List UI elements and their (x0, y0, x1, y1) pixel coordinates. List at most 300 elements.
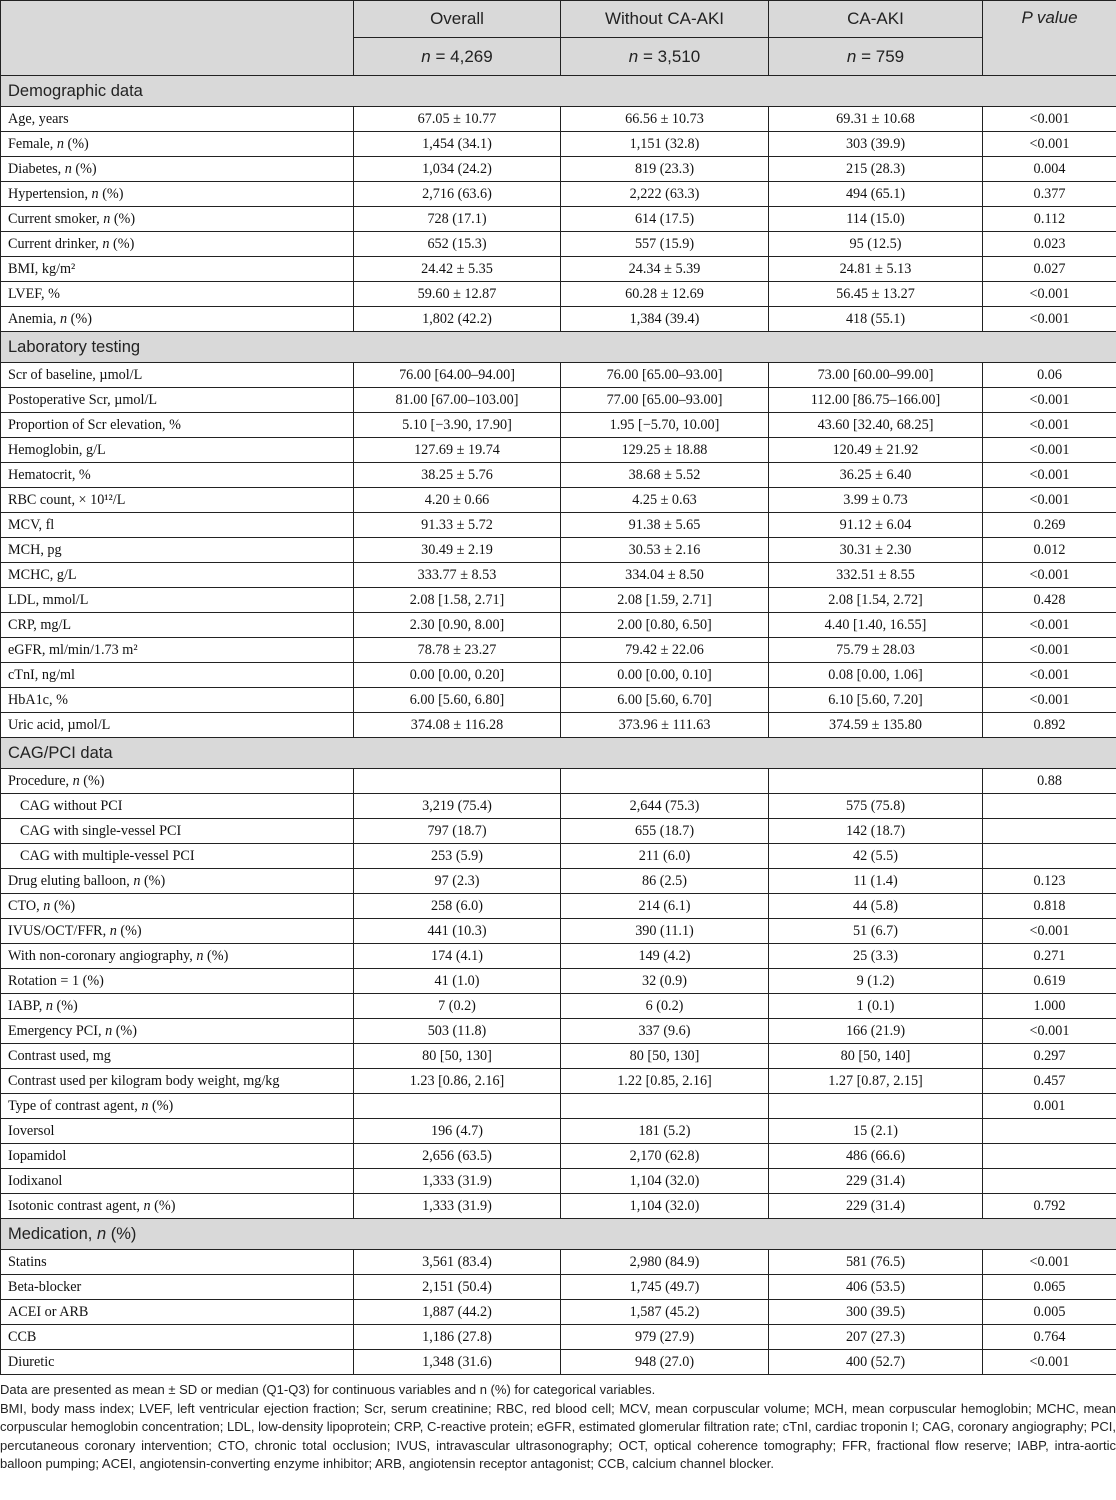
cell-without-caaki: 979 (27.9) (561, 1325, 769, 1350)
row-label: ACEI or ARB (1, 1300, 354, 1325)
cell-overall: 0.00 [0.00, 0.20] (354, 663, 561, 688)
row-label: CAG with single-vessel PCI (1, 819, 354, 844)
table-row (1, 1019, 1116, 1044)
cell-caaki: 73.00 [60.00–99.00] (769, 363, 983, 388)
cell-overall: 2.08 [1.58, 2.71] (354, 588, 561, 613)
table-row (1, 513, 1116, 538)
row-label: CAG without PCI (1, 794, 354, 819)
table-row (1, 1325, 1116, 1350)
table-row (1, 1094, 1116, 1119)
cell-caaki: 80 [50, 140] (769, 1044, 983, 1069)
cell-pvalue: 1.000 (983, 994, 1116, 1019)
cell-overall: 7 (0.2) (354, 994, 561, 1019)
cell-pvalue: <0.001 (983, 919, 1116, 944)
cell-pvalue: 0.428 (983, 588, 1116, 613)
cell-pvalue: 0.88 (983, 769, 1116, 794)
table-row (1, 413, 1116, 438)
row-label: Type of contrast agent, n (%) (1, 1094, 354, 1119)
row-label: IVUS/OCT/FFR, n (%) (1, 919, 354, 944)
row-label: Scr of baseline, µmol/L (1, 363, 354, 388)
table-row (1, 1275, 1116, 1300)
cell-without-caaki: 1,745 (49.7) (561, 1275, 769, 1300)
table-row (1, 438, 1116, 463)
row-label: Rotation = 1 (%) (1, 969, 354, 994)
cell-caaki: 581 (76.5) (769, 1250, 983, 1275)
cell-without-caaki: 66.56 ± 10.73 (561, 107, 769, 132)
cell-without-caaki: 32 (0.9) (561, 969, 769, 994)
table-row (1, 688, 1116, 713)
cell-without-caaki: 38.68 ± 5.52 (561, 463, 769, 488)
cell-overall: 76.00 [64.00–94.00] (354, 363, 561, 388)
cell-pvalue (983, 819, 1116, 844)
cell-pvalue: <0.001 (983, 307, 1116, 332)
cell-without-caaki: 2,980 (84.9) (561, 1250, 769, 1275)
table-row (1, 994, 1116, 1019)
cell-overall: 196 (4.7) (354, 1119, 561, 1144)
table-row (1, 944, 1116, 969)
cell-caaki: 9 (1.2) (769, 969, 983, 994)
cell-caaki: 114 (15.0) (769, 207, 983, 232)
cell-without-caaki: 80 [50, 130] (561, 1044, 769, 1069)
cell-caaki: 69.31 ± 10.68 (769, 107, 983, 132)
cell-pvalue: <0.001 (983, 282, 1116, 307)
cell-caaki: 30.31 ± 2.30 (769, 538, 983, 563)
row-label: With non-coronary angiography, n (%) (1, 944, 354, 969)
header-pvalue (983, 1, 1116, 76)
table-row (1, 1194, 1116, 1219)
cell-pvalue (983, 844, 1116, 869)
cell-caaki: 3.99 ± 0.73 (769, 488, 983, 513)
cell-pvalue: <0.001 (983, 638, 1116, 663)
table-body (1, 76, 1116, 1375)
cell-without-caaki: 79.42 ± 22.06 (561, 638, 769, 663)
cell-without-caaki: 614 (17.5) (561, 207, 769, 232)
cell-caaki: 95 (12.5) (769, 232, 983, 257)
cell-overall: 3,219 (75.4) (354, 794, 561, 819)
table-footnotes (0, 1381, 1116, 1474)
cell-pvalue: <0.001 (983, 563, 1116, 588)
cell-overall: 30.49 ± 2.19 (354, 538, 561, 563)
table-row (1, 713, 1116, 738)
cell-caaki: 4.40 [1.40, 16.55] (769, 613, 983, 638)
cell-pvalue: <0.001 (983, 388, 1116, 413)
section-title: Demographic data (1, 76, 1116, 107)
cell-without-caaki: 1,104 (32.0) (561, 1194, 769, 1219)
table-row (1, 107, 1116, 132)
row-label: LVEF, % (1, 282, 354, 307)
table-row (1, 232, 1116, 257)
cell-without-caaki: 334.04 ± 8.50 (561, 563, 769, 588)
cell-overall: 5.10 [−3.90, 17.90] (354, 413, 561, 438)
count-without: = 3,510 (643, 46, 701, 66)
cell-pvalue: 0.377 (983, 182, 1116, 207)
row-label: Current smoker, n (%) (1, 207, 354, 232)
cell-overall: 1,348 (31.6) (354, 1350, 561, 1375)
cell-without-caaki: 181 (5.2) (561, 1119, 769, 1144)
cell-overall (354, 769, 561, 794)
cell-caaki: 36.25 ± 6.40 (769, 463, 983, 488)
cell-pvalue: 0.764 (983, 1325, 1116, 1350)
row-label: CAG with multiple-vessel PCI (1, 844, 354, 869)
cell-without-caaki: 77.00 [65.00–93.00] (561, 388, 769, 413)
cell-pvalue: 0.023 (983, 232, 1116, 257)
header-blank-cell (1, 1, 354, 76)
cell-overall: 24.42 ± 5.35 (354, 257, 561, 282)
cell-overall: 2,656 (63.5) (354, 1144, 561, 1169)
cell-caaki: 6.10 [5.60, 7.20] (769, 688, 983, 713)
cell-without-caaki: 86 (2.5) (561, 869, 769, 894)
cell-without-caaki: 948 (27.0) (561, 1350, 769, 1375)
row-label: Beta-blocker (1, 1275, 354, 1300)
row-label: Emergency PCI, n (%) (1, 1019, 354, 1044)
table-row (1, 307, 1116, 332)
cell-overall: 2,151 (50.4) (354, 1275, 561, 1300)
table-row (1, 1169, 1116, 1194)
row-label: Contrast used per kilogram body weight, mg/kg (1, 1069, 354, 1094)
cell-pvalue: <0.001 (983, 688, 1116, 713)
cell-caaki: 24.81 ± 5.13 (769, 257, 983, 282)
cell-caaki: 112.00 [86.75–166.00] (769, 388, 983, 413)
section-title: CAG/PCI data (1, 738, 1116, 769)
cell-caaki: 120.49 ± 21.92 (769, 438, 983, 463)
cell-pvalue: 0.271 (983, 944, 1116, 969)
row-label: Female, n (%) (1, 132, 354, 157)
cell-without-caaki: 6 (0.2) (561, 994, 769, 1019)
cell-without-caaki: 819 (23.3) (561, 157, 769, 182)
cell-overall (354, 1094, 561, 1119)
cell-caaki: 11 (1.4) (769, 869, 983, 894)
cell-caaki: 400 (52.7) (769, 1350, 983, 1375)
cell-overall: 41 (1.0) (354, 969, 561, 994)
header-without-caaki: Without CA-AKI (561, 1, 769, 38)
cell-overall: 174 (4.1) (354, 944, 561, 969)
cell-caaki: 1.27 [0.87, 2.15] (769, 1069, 983, 1094)
table-row (1, 1044, 1116, 1069)
cell-without-caaki: 211 (6.0) (561, 844, 769, 869)
cell-overall: 2,716 (63.6) (354, 182, 561, 207)
row-label: MCV, fl (1, 513, 354, 538)
cell-pvalue: 0.457 (983, 1069, 1116, 1094)
cell-overall: 2.30 [0.90, 8.00] (354, 613, 561, 638)
table-row (1, 588, 1116, 613)
footnote-data-presentation: Data are presented as mean ± SD or median (Q1-Q3) for continuous variables and n (%) for categorical variables. (0, 1382, 656, 1397)
table-row (1, 1300, 1116, 1325)
cell-pvalue: <0.001 (983, 663, 1116, 688)
table-row (1, 157, 1116, 182)
cell-caaki: 300 (39.5) (769, 1300, 983, 1325)
cell-caaki: 494 (65.1) (769, 182, 983, 207)
cell-without-caaki: 76.00 [65.00–93.00] (561, 363, 769, 388)
cell-caaki: 303 (39.9) (769, 132, 983, 157)
table-row (1, 363, 1116, 388)
cell-pvalue: <0.001 (983, 132, 1116, 157)
cell-pvalue: <0.001 (983, 463, 1116, 488)
cell-without-caaki: 6.00 [5.60, 6.70] (561, 688, 769, 713)
cell-pvalue (983, 1144, 1116, 1169)
cell-overall: 78.78 ± 23.27 (354, 638, 561, 663)
cell-overall: 127.69 ± 19.74 (354, 438, 561, 463)
row-label: Iodixanol (1, 1169, 354, 1194)
cell-caaki: 207 (27.3) (769, 1325, 983, 1350)
cell-overall: 258 (6.0) (354, 894, 561, 919)
table-row (1, 1069, 1116, 1094)
cell-overall: 503 (11.8) (354, 1019, 561, 1044)
cell-overall: 441 (10.3) (354, 919, 561, 944)
cell-without-caaki: 30.53 ± 2.16 (561, 538, 769, 563)
row-label: Postoperative Scr, µmol/L (1, 388, 354, 413)
row-label: Diabetes, n (%) (1, 157, 354, 182)
table-row (1, 132, 1116, 157)
row-label: HbA1c, % (1, 688, 354, 713)
row-label: RBC count, × 10¹²/L (1, 488, 354, 513)
cell-caaki: 418 (55.1) (769, 307, 983, 332)
row-label: cTnI, ng/ml (1, 663, 354, 688)
cell-without-caaki: 373.96 ± 111.63 (561, 713, 769, 738)
cell-caaki: 229 (31.4) (769, 1194, 983, 1219)
cell-caaki: 51 (6.7) (769, 919, 983, 944)
cell-caaki: 75.79 ± 28.03 (769, 638, 983, 663)
row-label: Hematocrit, % (1, 463, 354, 488)
cell-pvalue: <0.001 (983, 413, 1116, 438)
header-count-overall: n = 4,269 (354, 38, 561, 76)
cell-overall: 91.33 ± 5.72 (354, 513, 561, 538)
cell-pvalue: <0.001 (983, 488, 1116, 513)
cell-without-caaki: 655 (18.7) (561, 819, 769, 844)
cell-caaki: 486 (66.6) (769, 1144, 983, 1169)
row-label: Contrast used, mg (1, 1044, 354, 1069)
cell-pvalue: 0.001 (983, 1094, 1116, 1119)
header-caaki: CA-AKI (769, 1, 983, 38)
cell-pvalue: 0.818 (983, 894, 1116, 919)
cell-without-caaki: 2.08 [1.59, 2.71] (561, 588, 769, 613)
cell-overall: 797 (18.7) (354, 819, 561, 844)
cell-caaki: 43.60 [32.40, 68.25] (769, 413, 983, 438)
row-label: Uric acid, µmol/L (1, 713, 354, 738)
row-label: IABP, n (%) (1, 994, 354, 1019)
table-row (1, 869, 1116, 894)
cell-without-caaki: 337 (9.6) (561, 1019, 769, 1044)
cell-overall: 1,333 (31.9) (354, 1194, 561, 1219)
cell-overall: 1,034 (24.2) (354, 157, 561, 182)
table-row (1, 894, 1116, 919)
cell-caaki: 0.08 [0.00, 1.06] (769, 663, 983, 688)
cell-overall: 1,887 (44.2) (354, 1300, 561, 1325)
cell-overall: 728 (17.1) (354, 207, 561, 232)
cell-pvalue: <0.001 (983, 613, 1116, 638)
table-row (1, 463, 1116, 488)
cell-without-caaki: 390 (11.1) (561, 919, 769, 944)
row-label: Proportion of Scr elevation, % (1, 413, 354, 438)
header-count-caaki: n = 759 (769, 38, 983, 76)
cell-without-caaki: 1.95 [−5.70, 10.00] (561, 413, 769, 438)
cell-caaki: 15 (2.1) (769, 1119, 983, 1144)
row-label: Current drinker, n (%) (1, 232, 354, 257)
cell-pvalue: 0.892 (983, 713, 1116, 738)
row-label: MCH, pg (1, 538, 354, 563)
table-row (1, 388, 1116, 413)
cell-pvalue: 0.112 (983, 207, 1116, 232)
table-row (1, 844, 1116, 869)
cell-overall: 1,186 (27.8) (354, 1325, 561, 1350)
cell-overall: 59.60 ± 12.87 (354, 282, 561, 307)
table-row (1, 488, 1116, 513)
table-row (1, 207, 1116, 232)
section-header-row (1, 76, 1116, 107)
row-label: Statins (1, 1250, 354, 1275)
table-row (1, 182, 1116, 207)
cell-pvalue (983, 1169, 1116, 1194)
cell-pvalue: 0.792 (983, 1194, 1116, 1219)
count-caaki: = 759 (861, 46, 905, 66)
row-label: Iopamidol (1, 1144, 354, 1169)
cell-pvalue: 0.005 (983, 1300, 1116, 1325)
table-row (1, 1119, 1116, 1144)
cell-without-caaki: 1,587 (45.2) (561, 1300, 769, 1325)
table-row (1, 1250, 1116, 1275)
cell-overall: 6.00 [5.60, 6.80] (354, 688, 561, 713)
row-label: LDL, mmol/L (1, 588, 354, 613)
section-header-row (1, 332, 1116, 363)
cell-without-caaki: 2,170 (62.8) (561, 1144, 769, 1169)
cell-without-caaki: 60.28 ± 12.69 (561, 282, 769, 307)
cell-without-caaki: 4.25 ± 0.63 (561, 488, 769, 513)
cell-overall: 1.23 [0.86, 2.16] (354, 1069, 561, 1094)
cell-caaki: 25 (3.3) (769, 944, 983, 969)
cell-without-caaki (561, 769, 769, 794)
row-label: MCHC, g/L (1, 563, 354, 588)
table-row (1, 1144, 1116, 1169)
cell-pvalue: <0.001 (983, 1250, 1116, 1275)
table-row (1, 794, 1116, 819)
cell-caaki: 332.51 ± 8.55 (769, 563, 983, 588)
cell-without-caaki: 0.00 [0.00, 0.10] (561, 663, 769, 688)
cell-overall: 97 (2.3) (354, 869, 561, 894)
row-label: CCB (1, 1325, 354, 1350)
row-label: BMI, kg/m² (1, 257, 354, 282)
cell-without-caaki: 149 (4.2) (561, 944, 769, 969)
cell-caaki: 91.12 ± 6.04 (769, 513, 983, 538)
cell-caaki: 406 (53.5) (769, 1275, 983, 1300)
cell-pvalue: 0.269 (983, 513, 1116, 538)
section-title: Medication, n (%) (1, 1219, 1116, 1250)
count-overall: = 4,269 (435, 46, 493, 66)
table-row (1, 538, 1116, 563)
cell-caaki: 215 (28.3) (769, 157, 983, 182)
cell-pvalue: 0.027 (983, 257, 1116, 282)
table-row (1, 769, 1116, 794)
cell-overall: 374.08 ± 116.28 (354, 713, 561, 738)
cell-caaki: 166 (21.9) (769, 1019, 983, 1044)
row-label: Drug eluting balloon, n (%) (1, 869, 354, 894)
cell-without-caaki: 1,104 (32.0) (561, 1169, 769, 1194)
row-label: Hypertension, n (%) (1, 182, 354, 207)
cell-without-caaki: 129.25 ± 18.88 (561, 438, 769, 463)
table-row (1, 969, 1116, 994)
section-title: Laboratory testing (1, 332, 1116, 363)
cell-without-caaki: 1.22 [0.85, 2.16] (561, 1069, 769, 1094)
cell-without-caaki (561, 1094, 769, 1119)
cell-pvalue: <0.001 (983, 438, 1116, 463)
cell-caaki: 2.08 [1.54, 2.72] (769, 588, 983, 613)
cell-pvalue (983, 794, 1116, 819)
table-row (1, 919, 1116, 944)
row-label: Hemoglobin, g/L (1, 438, 354, 463)
cell-overall: 1,333 (31.9) (354, 1169, 561, 1194)
header-count-without: n = 3,510 (561, 38, 769, 76)
row-label: Ioversol (1, 1119, 354, 1144)
cell-without-caaki: 1,151 (32.8) (561, 132, 769, 157)
cell-without-caaki: 2,222 (63.3) (561, 182, 769, 207)
cell-caaki (769, 1094, 983, 1119)
cell-overall: 38.25 ± 5.76 (354, 463, 561, 488)
cell-caaki: 229 (31.4) (769, 1169, 983, 1194)
cell-pvalue: 0.123 (983, 869, 1116, 894)
cell-pvalue: <0.001 (983, 107, 1116, 132)
table-row (1, 613, 1116, 638)
cell-pvalue: 0.297 (983, 1044, 1116, 1069)
cell-overall: 1,454 (34.1) (354, 132, 561, 157)
row-label: Isotonic contrast agent, n (%) (1, 1194, 354, 1219)
cell-overall: 1,802 (42.2) (354, 307, 561, 332)
cell-pvalue: <0.001 (983, 1350, 1116, 1375)
cell-caaki: 44 (5.8) (769, 894, 983, 919)
row-label: eGFR, ml/min/1.73 m² (1, 638, 354, 663)
cell-without-caaki: 1,384 (39.4) (561, 307, 769, 332)
section-header-row (1, 1219, 1116, 1250)
header-pvalue-text: P value (1021, 8, 1078, 27)
row-label: Diuretic (1, 1350, 354, 1375)
table-row (1, 1350, 1116, 1375)
cell-without-caaki: 214 (6.1) (561, 894, 769, 919)
table-row (1, 563, 1116, 588)
cell-overall: 80 [50, 130] (354, 1044, 561, 1069)
cell-overall: 253 (5.9) (354, 844, 561, 869)
cell-caaki: 42 (5.5) (769, 844, 983, 869)
cell-pvalue: 0.012 (983, 538, 1116, 563)
cell-caaki: 142 (18.7) (769, 819, 983, 844)
cell-without-caaki: 557 (15.9) (561, 232, 769, 257)
table-row (1, 663, 1116, 688)
cell-without-caaki: 2,644 (75.3) (561, 794, 769, 819)
row-label: Anemia, n (%) (1, 307, 354, 332)
cell-pvalue: 0.065 (983, 1275, 1116, 1300)
cell-pvalue: 0.619 (983, 969, 1116, 994)
cell-caaki: 56.45 ± 13.27 (769, 282, 983, 307)
cell-without-caaki: 2.00 [0.80, 6.50] (561, 613, 769, 638)
table-row (1, 257, 1116, 282)
cell-overall: 4.20 ± 0.66 (354, 488, 561, 513)
cell-pvalue: 0.06 (983, 363, 1116, 388)
row-label: Age, years (1, 107, 354, 132)
row-label: Procedure, n (%) (1, 769, 354, 794)
cell-overall: 652 (15.3) (354, 232, 561, 257)
cell-overall: 3,561 (83.4) (354, 1250, 561, 1275)
table-row (1, 282, 1116, 307)
row-label: CTO, n (%) (1, 894, 354, 919)
section-header-row (1, 738, 1116, 769)
cell-without-caaki: 24.34 ± 5.39 (561, 257, 769, 282)
cell-caaki (769, 769, 983, 794)
cell-caaki: 374.59 ± 135.80 (769, 713, 983, 738)
table-row (1, 819, 1116, 844)
cell-overall: 333.77 ± 8.53 (354, 563, 561, 588)
footnote-abbreviations: BMI, body mass index; LVEF, left ventricular ejection fraction; Scr, serum creatinine; RBC, red blood cell; MCV, mean corpuscular volume; MCH, mean corpuscular hemoglobin; MCHC, mean corpuscular hemoglobin concentration; LDL, low-density lipoprotein; CRP, C-reactive protein; eGFR, estimated glomerular filtration rate; cTnI, cardiac troponin I; CAG, coronary angiography; PCI, percutaneous coronary intervention; CTO, chronic total occlusion; IVUS, intravascular ultrasonography; OCT, optical coherence tomography; FFR, fractional flow reserve; IABP, intra-aortic balloon pumping; ACEI, angiotensin-converting enzyme inhibitor; ARB, angiotensin receptor antagonist; CCB, calcium channel blocker. (0, 1400, 1116, 1471)
cell-caaki: 575 (75.8) (769, 794, 983, 819)
cell-overall: 81.00 [67.00–103.00] (354, 388, 561, 413)
cell-pvalue: <0.001 (983, 1019, 1116, 1044)
row-label: CRP, mg/L (1, 613, 354, 638)
header-overall: Overall (354, 1, 561, 38)
